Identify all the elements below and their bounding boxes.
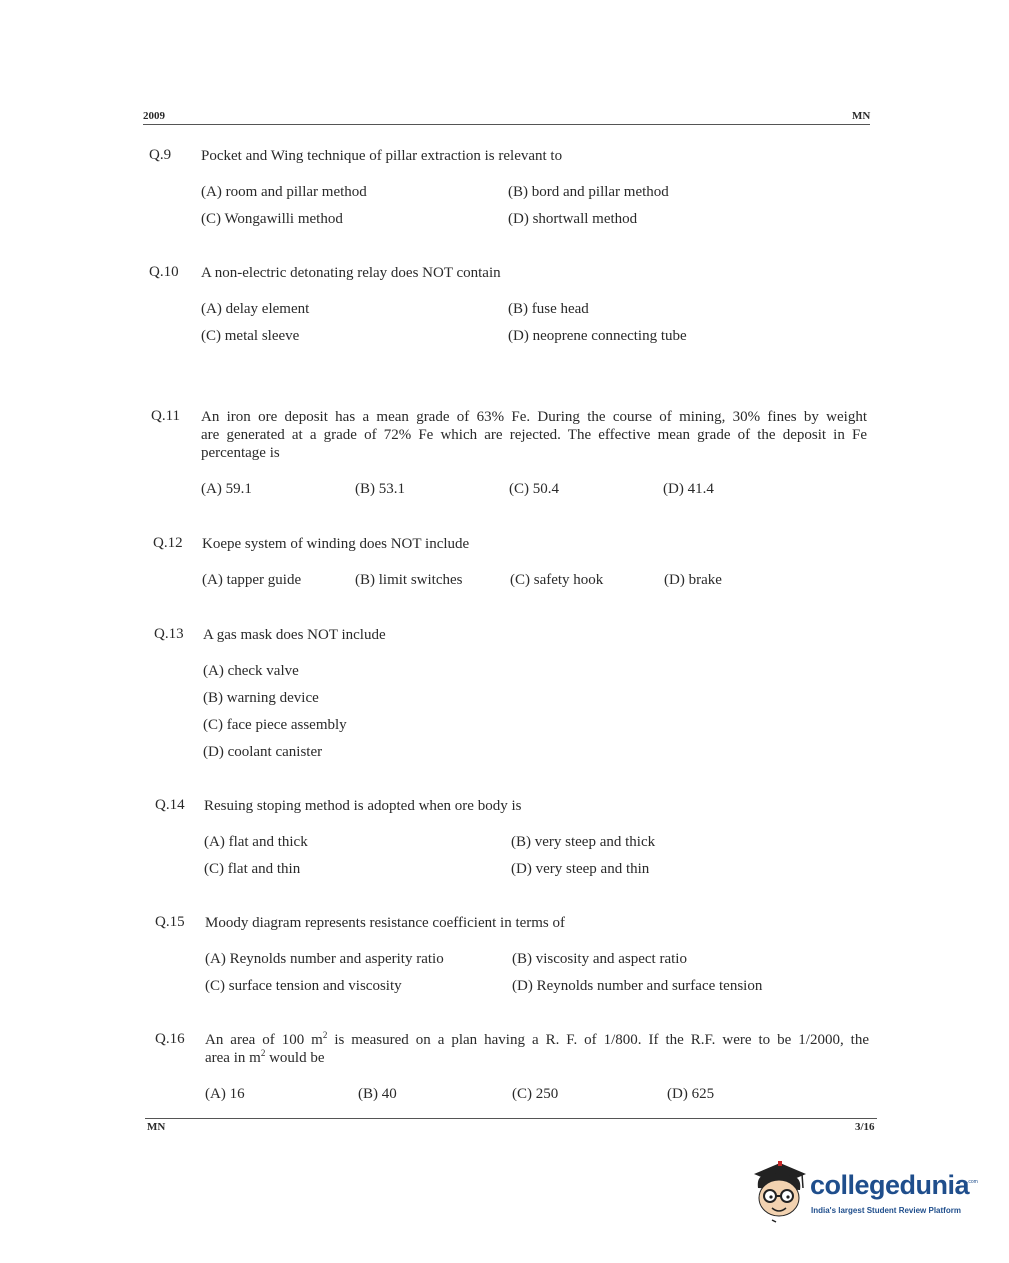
option-b: (B) very steep and thick: [511, 834, 656, 850]
logo-wordmark: collegedunia: [810, 1170, 970, 1200]
option-a: (A) tapper guide: [202, 572, 302, 588]
option-a: (A) flat and thick: [204, 834, 308, 850]
option-d: (D) shortwall method: [508, 211, 638, 227]
option-a: (A) check valve: [203, 663, 299, 679]
footer-rule: [145, 1118, 877, 1119]
option-b: (B) viscosity and aspect ratio: [512, 951, 687, 967]
question-text-line-1: An area of 100 $m^2$ is measured on a plan having a R. F. of 1/800. If the R.F. were to be 1/2000, the: [205, 1030, 869, 1048]
option-b: (B) 53.1: [355, 481, 405, 497]
question-text-line-2: area in $m^2$ would be: [205, 1048, 325, 1066]
option-d: (D) neoprene connecting tube: [508, 328, 687, 344]
option-c: (C) surface tension and viscosity: [205, 978, 402, 994]
option-a: (A) delay element: [201, 301, 310, 317]
option-d: (D) brake: [664, 572, 722, 588]
student-mascot-icon: [750, 1158, 808, 1228]
option-d: (D) 41.4: [663, 481, 714, 497]
option-a: (A) Reynolds number and asperity ratio: [205, 951, 444, 967]
question-text: Resuing stoping method is adopted when ore body is: [204, 798, 522, 814]
header-year: 2009: [143, 110, 165, 122]
question-text: Koepe system of winding does NOT include: [202, 536, 470, 552]
footer-page-number: 3/16: [855, 1121, 875, 1133]
option-b: (B) limit switches: [355, 572, 463, 588]
question-text: Moody diagram represents resistance coefficient in terms of: [205, 915, 566, 931]
option-c: (C) flat and thin: [204, 861, 301, 877]
question-text-line-1: An iron ore deposit has a mean grade of 63% Fe. During the course of mining, 30% fines by weight: [201, 409, 867, 425]
option-a: (A) 59.1: [201, 481, 252, 497]
collegedunia-logo: [750, 1158, 980, 1228]
logo-tagline: India's largest Student Review Platform: [811, 1206, 961, 1215]
option-c: (C) metal sleeve: [201, 328, 300, 344]
option-b: (B) 40: [358, 1086, 397, 1102]
option-c: (C) Wongawilli method: [201, 211, 343, 227]
question-number: Q.9: [149, 147, 172, 163]
question-text-line-2: are generated at a grade of 72% Fe which are rejected. The effective mean grade of the deposit in Fe: [201, 427, 867, 443]
question-number: Q.11: [151, 408, 181, 424]
option-c: (C) safety hook: [510, 572, 604, 588]
logo-suffix: .com: [967, 1179, 978, 1185]
option-d: (D) very steep and thin: [511, 861, 650, 877]
question-number: Q.10: [149, 264, 179, 280]
question-text: A non-electric detonating relay does NOT contain: [201, 265, 501, 281]
option-d: (D) Reynolds number and surface tension: [512, 978, 763, 994]
question-text-line-3: percentage is: [201, 445, 280, 461]
question-number: Q.13: [154, 626, 184, 642]
question-number: Q.14: [155, 797, 185, 813]
header-rule: [143, 124, 870, 125]
option-c: (C) 50.4: [509, 481, 559, 497]
option-d: (D) coolant canister: [203, 744, 323, 760]
question-number: Q.12: [153, 535, 183, 551]
option-b: (B) fuse head: [508, 301, 589, 317]
option-a: (A) room and pillar method: [201, 184, 367, 200]
option-d: (D) 625: [667, 1086, 715, 1102]
option-a: (A) 16: [205, 1086, 245, 1102]
option-c: (C) 250: [512, 1086, 559, 1102]
option-c: (C) face piece assembly: [203, 717, 347, 733]
footer-code: MN: [147, 1121, 166, 1133]
option-b: (B) bord and pillar method: [508, 184, 669, 200]
question-text: A gas mask does NOT include: [203, 627, 386, 643]
option-b: (B) warning device: [203, 690, 319, 706]
question-number: Q.15: [155, 914, 185, 930]
question-text: Pocket and Wing technique of pillar extraction is relevant to: [201, 148, 563, 164]
header-code: MN: [852, 110, 871, 122]
question-number: Q.16: [155, 1031, 185, 1047]
